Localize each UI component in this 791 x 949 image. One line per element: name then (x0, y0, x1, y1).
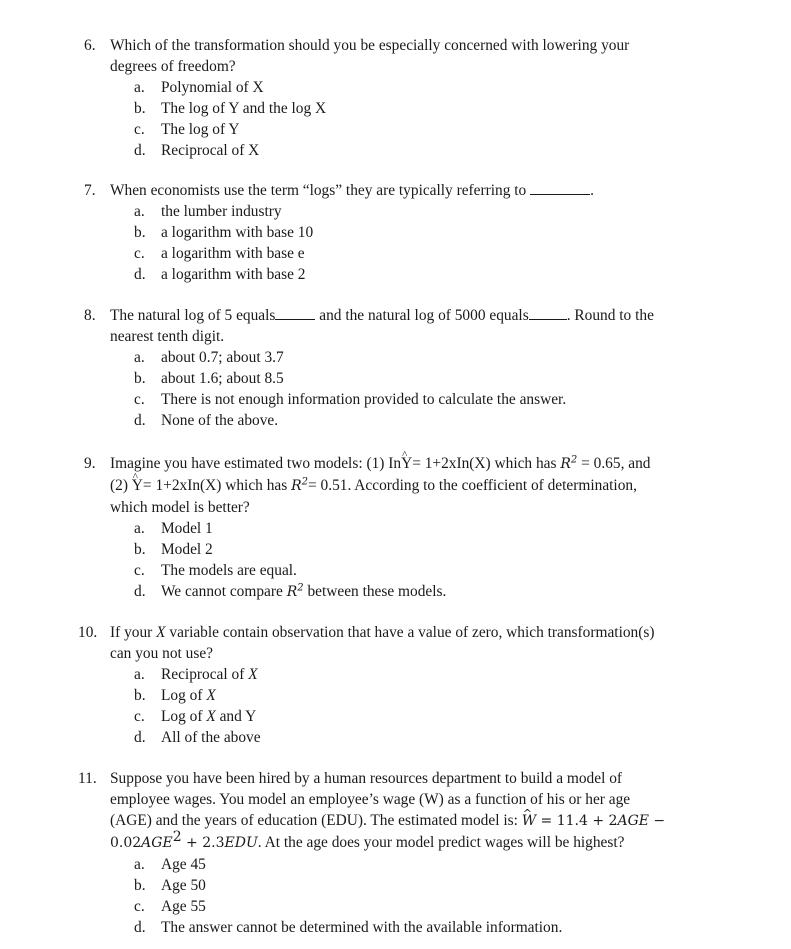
option-b[interactable]: b. The log of Y and the log X (134, 100, 327, 117)
stem-line: When economists use the term “logs” they are typically referring to . (110, 182, 594, 199)
question-11-options (0, 854, 791, 938)
option-c[interactable]: c. a logarithm with base e (134, 245, 305, 262)
w-hat-symbol: ^ W (522, 811, 536, 832)
question-9-stem (0, 453, 710, 518)
question-number: 8. (84, 307, 96, 324)
option-d[interactable]: d. a logarithm with base 2 (134, 266, 306, 283)
option-b[interactable]: b. a logarithm with base 10 (134, 224, 314, 241)
option-b[interactable]: b. Log of X (134, 687, 216, 704)
option-d[interactable]: d. We cannot compare $R^2$ between these models. (134, 582, 447, 600)
option-b[interactable]: b. Age 50 (134, 877, 206, 894)
y-hat-symbol: ^ Y (401, 453, 412, 474)
question-number: 6. (84, 37, 96, 54)
stem-line: which model is better? (110, 499, 250, 516)
question-7-options (0, 201, 791, 285)
stem-line: can you not use? (110, 645, 213, 662)
y-hat-symbol: ^ Y (132, 475, 143, 496)
option-b[interactable]: b. about 1.6; about 8.5 (134, 370, 284, 387)
option-a[interactable]: a. Polynomial of X (134, 79, 264, 96)
option-c[interactable]: c. The models are equal. (134, 562, 297, 579)
option-d[interactable]: d. All of the above (134, 729, 261, 746)
stem-line: (2) ^ Y= 1+2xIn(X) which has $R^2= 0.51$. According to the coefficient of determination, (110, 475, 710, 497)
question-6-stem (0, 35, 710, 77)
question-7 (0, 180, 791, 285)
question-6-options (0, 77, 791, 161)
option-a[interactable]: a. about 0.7; about 3.7 (134, 349, 284, 366)
option-d[interactable]: d. The answer cannot be determined with the available information. (134, 919, 563, 936)
question-number: 9. (84, 455, 96, 472)
option-d[interactable]: d. Reciprocal of X (134, 142, 260, 159)
question-11-stem (0, 768, 710, 854)
question-7-stem (0, 180, 710, 201)
question-10-stem (0, 622, 710, 664)
question-6 (0, 35, 791, 161)
option-a[interactable]: a. Age 45 (134, 856, 206, 873)
r-squared: $R^2$ (560, 454, 578, 472)
answer-blank-2[interactable] (529, 305, 567, 320)
stem-line: nearest tenth digit. (110, 328, 225, 345)
r-squared: $R^2$ (291, 476, 308, 494)
question-8-options (0, 347, 791, 431)
question-9 (0, 453, 791, 603)
option-a[interactable]: a. the lumber industry (134, 203, 282, 220)
r-squared: $R^2$ (286, 582, 304, 600)
question-number: 10. (78, 624, 98, 641)
question-number: 11. (78, 770, 97, 787)
answer-blank-1[interactable] (275, 305, 315, 320)
stem-line: Imagine you have estimated two models: (1) In^ Y= 1+2xIn(X) which has $R^2 = 0.65$, and (110, 453, 710, 475)
question-8 (0, 305, 791, 431)
stem-line: The natural log of 5 equals and the natural log of 5000 equals . Round to the (110, 307, 654, 324)
stem-line: (AGE) and the years of education (EDU). The estimated model is: ^ W = 11.4 + 2AGE − (110, 810, 710, 832)
question-9-options (0, 518, 791, 603)
option-c[interactable]: c. The log of Y (134, 121, 240, 138)
option-c[interactable]: c. There is not enough information provided to calculate the answer. (134, 391, 567, 408)
stem-line: Which of the transformation should you be especially concerned with lowering your (110, 37, 630, 54)
stem-line: employee wages. You model an employee’s wage (W) as a function of his or her age (110, 791, 631, 808)
answer-blank[interactable] (530, 180, 590, 195)
stem-line: If your X variable contain observation that have a value of zero, which transformation(s) (110, 624, 655, 641)
question-8-stem (0, 305, 710, 347)
stem-line: $0.02AGE^2 + 2.3EDU$. At the age does your model predict wages will be highest? (110, 828, 625, 851)
option-a[interactable]: a. Model 1 (134, 520, 213, 537)
option-c[interactable]: c. Age 55 (134, 898, 206, 915)
stem-line: Suppose you have been hired by a human resources department to build a model of (110, 770, 623, 787)
option-a[interactable]: a. Reciprocal of X (134, 666, 258, 683)
option-b[interactable]: b. Model 2 (134, 541, 213, 558)
question-10-options (0, 664, 791, 748)
question-11 (0, 768, 791, 938)
question-number: 7. (84, 182, 96, 199)
option-d[interactable]: d. None of the above. (134, 412, 279, 429)
option-c[interactable]: c. Log of X and Y (134, 708, 257, 725)
stem-line: degrees of freedom? (110, 58, 236, 75)
question-10 (0, 622, 791, 748)
